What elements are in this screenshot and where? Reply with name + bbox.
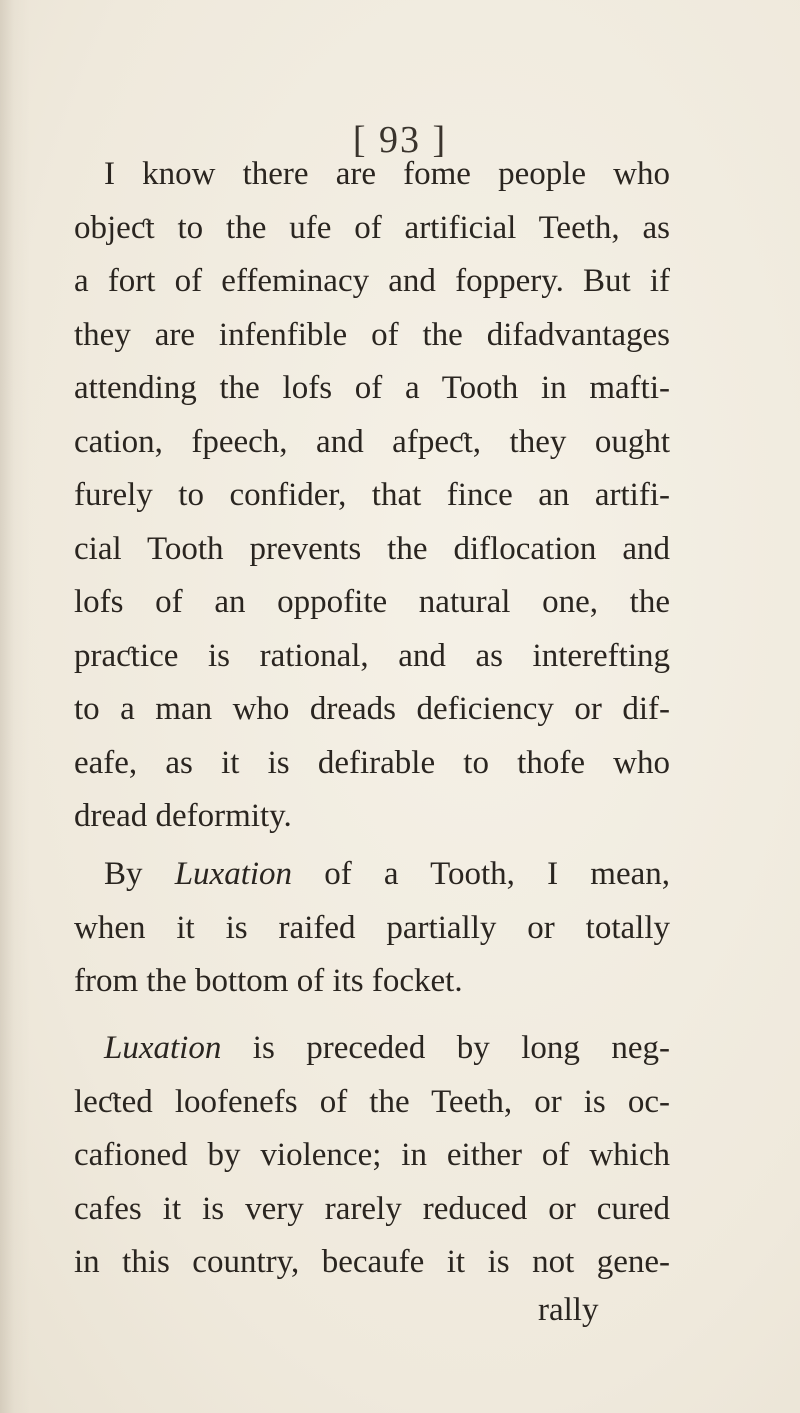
text-line: a fort of effeminacy and foppery. But if xyxy=(74,263,670,299)
italic-term: Luxation xyxy=(174,856,293,892)
text-line: cation, fpeech, and afpeƈt, they ought xyxy=(74,423,670,460)
text-line: Luxation is preceded by long neg- xyxy=(104,1030,670,1066)
text-line: attending the lofs of a Tooth in mafti- xyxy=(74,370,670,406)
page-number-header: [ 93 ] xyxy=(352,119,448,161)
text-line: to a man who dreads deficiency or dif- xyxy=(74,691,670,727)
text-line: furely to confider, that fince an artifi- xyxy=(74,477,670,513)
text-line: cafes it is very rarely reduced or cured xyxy=(74,1190,670,1227)
text-line: they are infenfible of the difadvantages xyxy=(74,316,670,353)
text-line: leƈted loofenefs of the Teeth, or is oc- xyxy=(74,1083,670,1120)
paragraph-1 xyxy=(74,148,670,844)
text-line: in this country, becaufe it is not gene- xyxy=(74,1244,670,1280)
italic-term: Luxation xyxy=(104,1030,222,1066)
text-line: from the bottom of its focket. xyxy=(74,963,463,999)
text-line: dread deformity. xyxy=(74,798,292,834)
text-line: when it is raifed partially or totally xyxy=(74,909,670,946)
text-line: cial Tooth prevents the diflocation and xyxy=(74,530,670,567)
text-line: cafioned by violence; in either of which xyxy=(74,1137,670,1173)
paragraph-3 xyxy=(74,1022,670,1290)
text-line: lofs of an oppofite natural one, the xyxy=(74,584,670,620)
text-line: eafe, as it is defirable to thofe who xyxy=(74,744,670,781)
text-line: By Luxation of a Tooth, I mean, xyxy=(104,856,670,892)
text-line: I know there are fome people who xyxy=(104,156,670,192)
catchword: rally xyxy=(538,1292,599,1328)
text-line: praƈtice is rational, and as interefting xyxy=(74,637,670,674)
paragraph-2 xyxy=(74,848,670,1009)
text-line: objeƈt to the ufe of artificial Teeth, as xyxy=(74,209,670,246)
